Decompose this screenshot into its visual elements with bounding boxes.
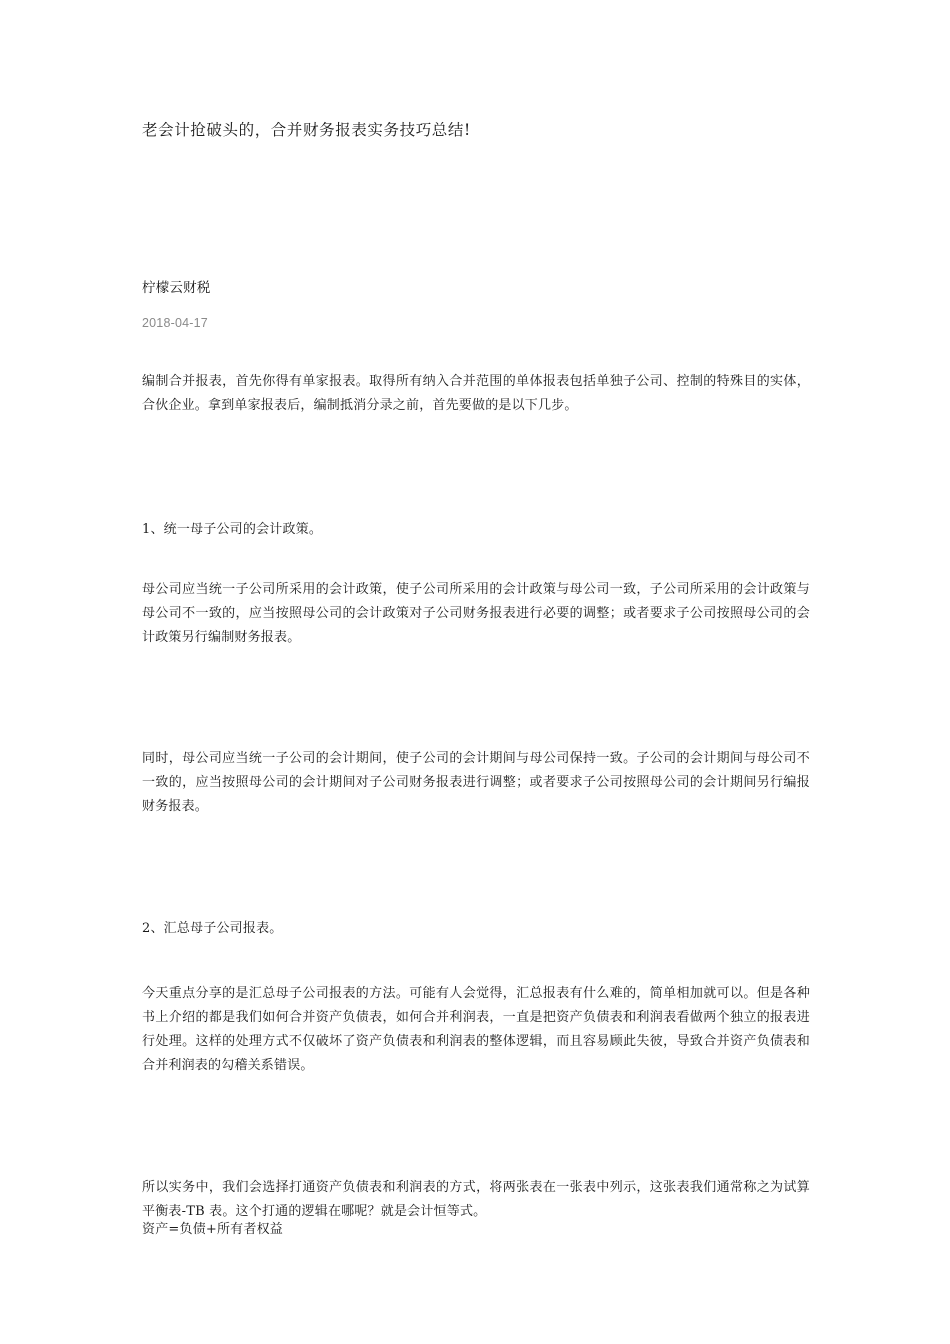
accounting-equation: 资产=负债+所有者权益 xyxy=(142,1222,283,1237)
accounting-period-paragraph: 同时，母公司应当统一子公司的会计期间，使子公司的会计期间与母公司保持一致。子公司的会计期间与母公司不一致的，应当按照母公司的会计期间对子公司财务报表进行调整；或者要求子公司按照母公司的会计期间另行编报财务报表。 xyxy=(142,751,810,814)
intro-paragraph: 编制合并报表，首先你得有单家报表。取得所有纳入合并范围的单体报表包括单独子公司、控制的特殊目的实体，合伙企业。拿到单家报表后，编制抵消分录之前，首先要做的是以下几步。 xyxy=(142,374,810,413)
article-date: 2018-04-17 xyxy=(142,316,208,330)
section-heading-2: 2、汇总母子公司报表。 xyxy=(142,921,283,936)
section-heading-1: 1、统一母子公司的会计政策。 xyxy=(142,522,323,537)
summary-method-paragraph: 今天重点分享的是汇总母子公司报表的方法。可能有人会觉得，汇总报表有什么难的，简单相加就可以。但是各种书上介绍的都是我们如何合并资产负债表，如何合并利润表，一直是把资产负债表和利润表看做两个独立的报表进行处理。这样的处理方式不仅破坏了资产负债表和利润表的整体逻辑，而且容易顾此失彼，导致合并资产负债表和合并利润表的勾稽关系错误。 xyxy=(142,986,810,1073)
article-title: 老会计抢破头的，合并财务报表实务技巧总结! xyxy=(142,121,471,139)
accounting-policy-paragraph: 母公司应当统一子公司所采用的会计政策，使子公司所采用的会计政策与母公司一致，子公司所采用的会计政策与母公司不一致的，应当按照母公司的会计政策对子公司财务报表进行必要的调整；或者要求子公司按照母公司的会计政策另行编制财务报表。 xyxy=(142,582,810,645)
practice-paragraph: 所以实务中，我们会选择打通资产负债表和利润表的方式，将两张表在一张表中列示，这张表我们通常称之为试算平衡表-TB 表。这个打通的逻辑在哪呢？就是会计恒等式。 xyxy=(142,1180,810,1219)
article-author: 柠檬云财税 xyxy=(142,280,211,295)
